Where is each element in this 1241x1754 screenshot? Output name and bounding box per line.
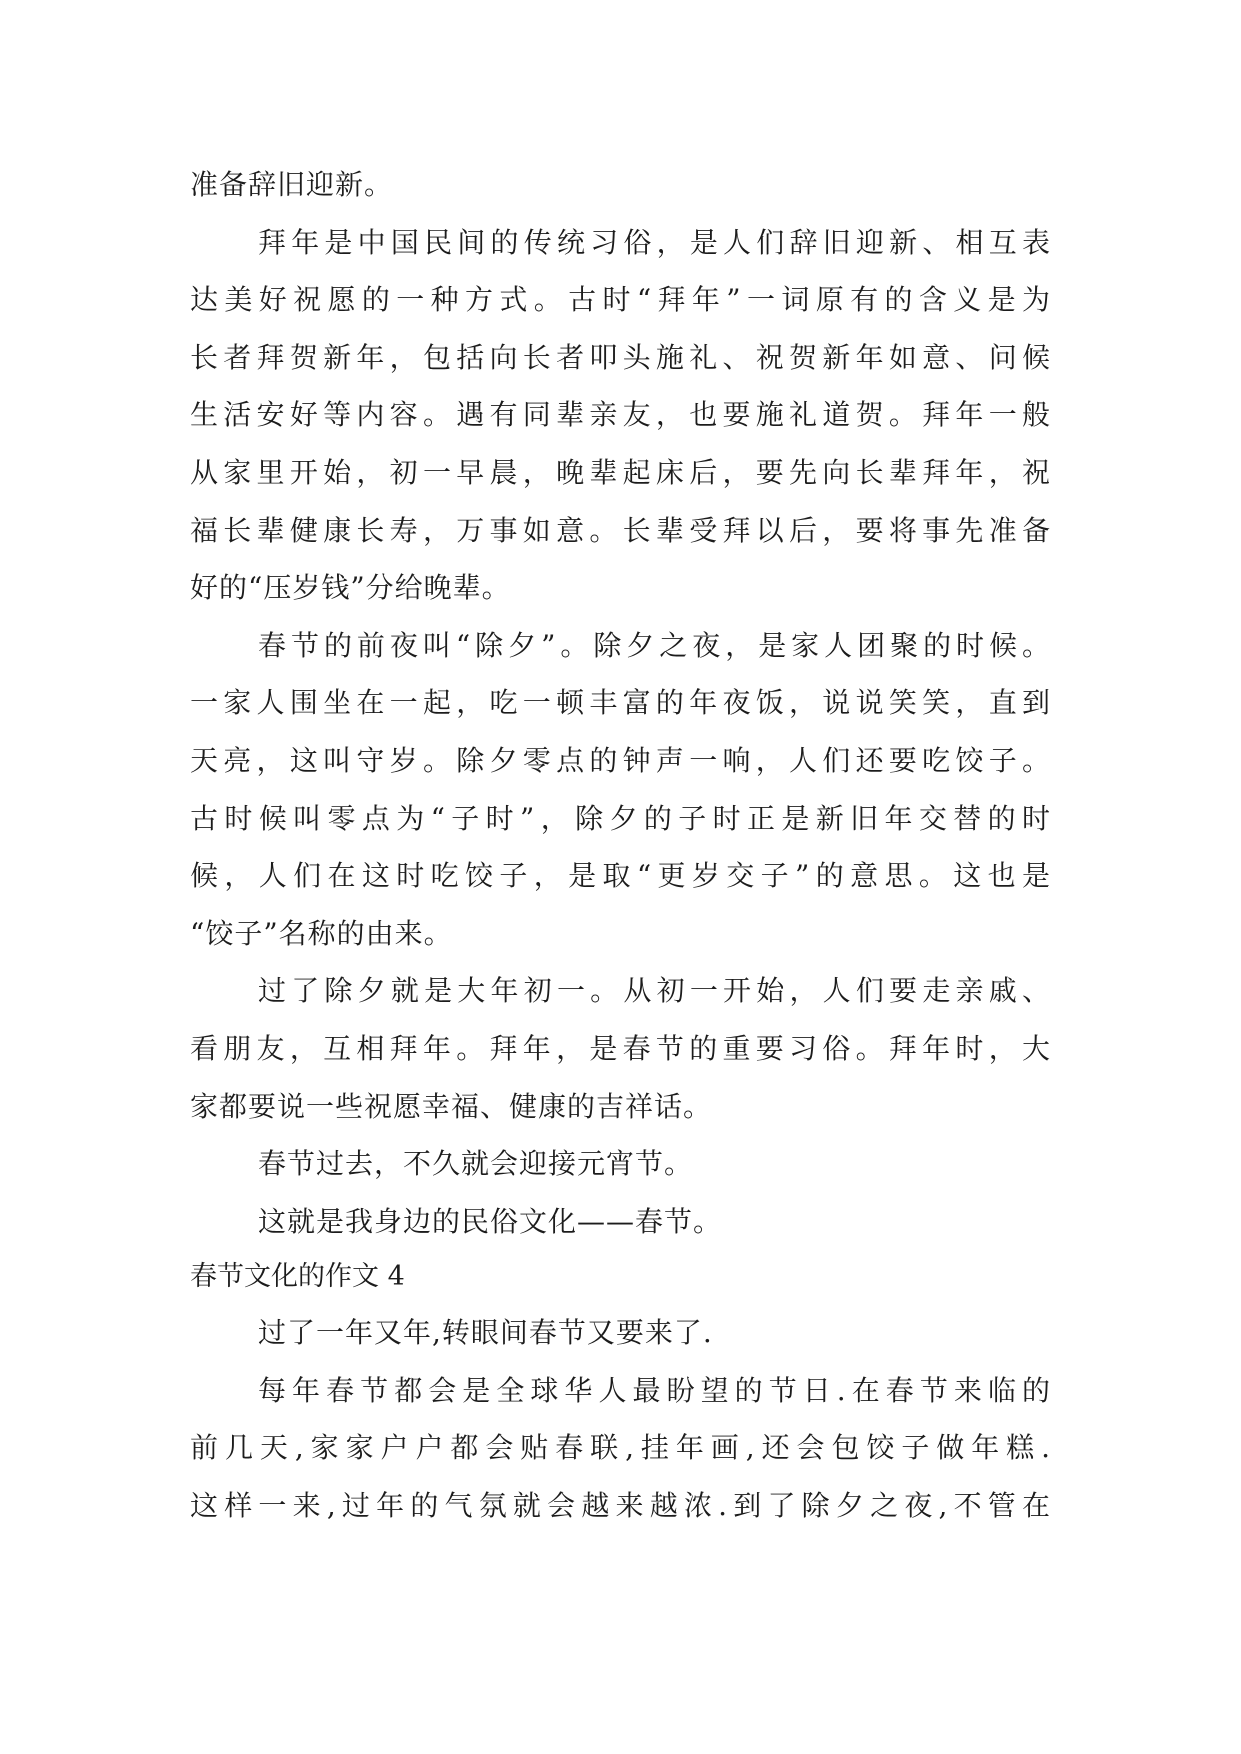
text-line: 好的“压岁钱”分给晚辈。 — [190, 571, 511, 605]
text-line: 看朋友，互相拜年。拜年，是春节的重要习俗。拜年时，大 — [190, 1031, 1050, 1065]
paragraph — [190, 156, 1050, 214]
essay-heading: 春节文化的作文 4 — [190, 1261, 405, 1293]
document-body — [190, 156, 1050, 1535]
text-line: 福长辈健康长寿，万事如意。长辈受拜以后，要将事先准备 — [190, 513, 1050, 547]
text-line: 过了除夕就是大年初一。从初一开始，人们要走亲戚、 — [258, 974, 1050, 1008]
text-line: 前几天,家家户户都会贴春联,挂年画,还会包饺子做年糕. — [190, 1431, 1050, 1465]
text-line: 春节的前夜叫“除夕”。除夕之夜，是家人团聚的时候。 — [258, 628, 1050, 662]
text-line: 长者拜贺新年，包括向长者叩头施礼、祝贺新年如意、问候 — [190, 340, 1050, 374]
text-line: “饺子”名称的由来。 — [190, 916, 453, 950]
text-line: 从家里开始，初一早晨，晚辈起床后，要先向长辈拜年，祝 — [190, 455, 1050, 489]
text-line: 天亮，这叫守岁。除夕零点的钟声一响，人们还要吃饺子。 — [190, 743, 1050, 777]
text-line: 候，人们在这时吃饺子，是取“更岁交子”的意思。这也是 — [190, 859, 1050, 893]
text-line: 这样一来,过年的气氛就会越来越浓.到了除夕之夜,不管在 — [190, 1489, 1050, 1523]
paragraph — [190, 1193, 1050, 1251]
paragraph — [190, 962, 1050, 1135]
text-line: 生活安好等内容。遇有同辈亲友，也要施礼道贺。拜年一般 — [190, 398, 1050, 432]
paragraph — [190, 214, 1050, 617]
paragraph — [190, 617, 1050, 963]
text-line: 这就是我身边的民俗文化——春节。 — [258, 1204, 723, 1238]
text-line: 家都要说一些祝愿幸福、健康的吉祥话。 — [190, 1089, 713, 1123]
paragraph — [190, 1304, 1050, 1362]
text-line: 每年春节都会是全球华人最盼望的节日.在春节来临的 — [258, 1373, 1050, 1407]
paragraph — [190, 1135, 1050, 1193]
text-line: 拜年是中国民间的传统习俗，是人们辞旧迎新、相互表 — [258, 225, 1050, 259]
text-line: 过了一年又年,转眼间春节又要来了. — [258, 1316, 713, 1350]
text-line: 准备辞旧迎新。 — [190, 168, 394, 201]
text-line: 古时候叫零点为“子时”，除夕的子时正是新旧年交替的时 — [190, 801, 1050, 835]
text-line: 一家人围坐在一起，吃一顿丰富的年夜饭，说说笑笑，直到 — [190, 686, 1050, 720]
text-line: 春节过去，不久就会迎接元宵节。 — [258, 1147, 694, 1181]
text-line: 达美好祝愿的一种方式。古时“拜年”一词原有的含义是为 — [190, 283, 1050, 317]
paragraph — [190, 1362, 1050, 1535]
